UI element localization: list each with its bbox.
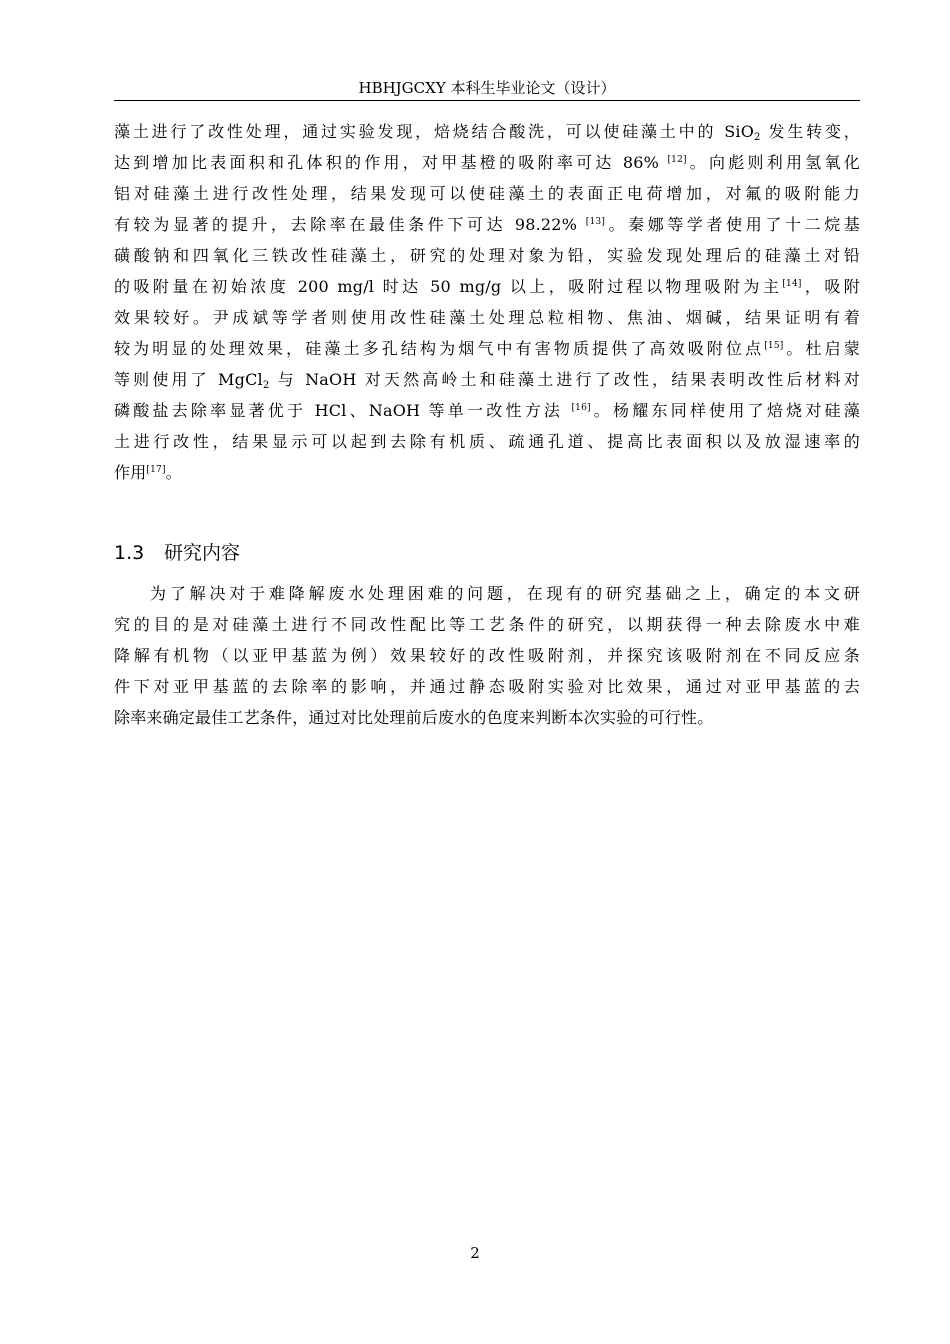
citation: [17] <box>146 465 166 475</box>
text-line: 件下对亚甲基蓝的去除率的影响，并通过静态吸附实验对比效果，通过对亚甲基蓝的去 <box>114 677 860 696</box>
citation: [16] <box>571 403 591 413</box>
text-line: 究的目的是对硅藻土进行不同改性配比等工艺条件的研究，以期获得一种去除废水中难 <box>114 615 860 634</box>
text-line: 磺酸钠和四氧化三铁改性硅藻土，研究的处理对象为铅，实验发现处理后的硅藻土对铅 <box>114 246 860 265</box>
text-line: 达到增加比表面积和孔体积的作用，对甲基橙的吸附率可达 86% [12]。向彪则利用氢氧化 <box>114 153 860 172</box>
citation: [15] <box>764 341 784 351</box>
text-line: 的吸附量在初始浓度 200 mg/l 时达 50 mg/g 以上，吸附过程以物理吸附为主[14]，吸附 <box>114 277 860 296</box>
text-line: 等则使用了 MgCl$_2$ 与 NaOH 对天然高岭土和硅藻土进行了改性，结果表明改性后材料对 <box>114 370 861 391</box>
page-number: 2 <box>470 1244 480 1262</box>
section-heading <box>114 540 240 566</box>
page-header <box>114 78 860 100</box>
text-line: 藻土进行了改性处理，通过实验发现，焙烧结合酸洗，可以使硅藻土中的 SiO$_2$ 发生转变， <box>114 122 860 143</box>
text-line: 作用[17]。 <box>114 463 182 482</box>
text-line: 有较为显著的提升，去除率在最佳条件下可达 98.22% [13]。秦娜等学者使用了十二烷基 <box>114 215 861 234</box>
paragraph-research-content <box>114 578 860 733</box>
header-divider <box>114 100 860 101</box>
subscript: 2 <box>262 380 270 391</box>
text-line: 土进行改性，结果显示可以起到去除有机质、疏通孔道、提高比表面积以及放湿速率的 <box>114 432 860 451</box>
section-number: 1.3 <box>114 542 145 564</box>
text-line: 磷酸盐去除率显著优于 HCl、NaOH 等单一改性方法 [16]。杨耀东同样使用了焙烧对硅藻 <box>114 401 860 420</box>
citation: [12] <box>667 155 687 165</box>
citation: [13] <box>585 217 606 227</box>
header-title: HBHJGCXY 本科生毕业论文（设计） <box>358 79 616 97</box>
text-line: 铝对硅藻土进行改性处理，结果发现可以使硅藻土的表面正电荷增加，对氟的吸附能力 <box>114 184 860 203</box>
subscript: 2 <box>754 132 761 143</box>
text-line: 降解有机物（以亚甲基蓝为例）效果较好的改性吸附剂，并探究该吸附剂在不同反应条 <box>114 646 860 665</box>
text-line: 为了解决对于难降解废水处理困难的问题，在现有的研究基础之上，确定的本文研 <box>150 584 860 603</box>
section-title: 研究内容 <box>164 542 241 564</box>
paragraph-literature-review <box>114 116 860 488</box>
text-line: 较为明显的处理效果，硅藻土多孔结构为烟气中有害物质提供了高效吸附位点[15]。杜启蒙 <box>114 339 860 358</box>
citation: [14] <box>782 279 802 289</box>
text-line: 除率来确定最佳工艺条件，通过对比处理前后废水的色度来判断本次实验的可行性。 <box>114 708 714 727</box>
text-line: 效果较好。尹成斌等学者则使用改性硅藻土处理总粒相物、焦油、烟碱，结果证明有着 <box>114 308 860 327</box>
